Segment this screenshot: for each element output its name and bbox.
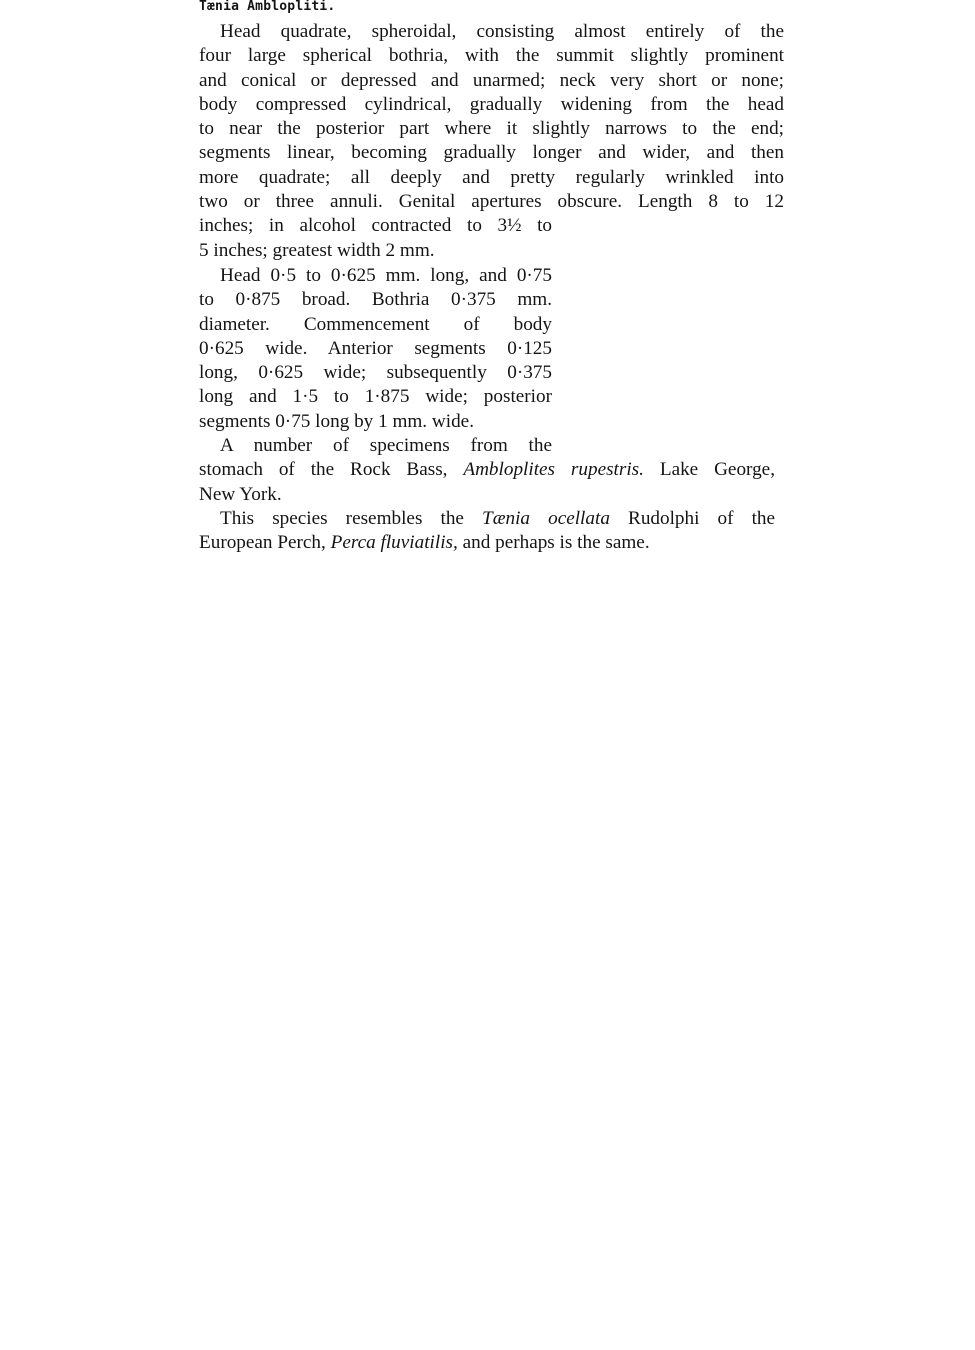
- text-line: Head quadrate, spheroidal, consisting almost entirely of the: [220, 21, 784, 42]
- text-span: stomach of the Rock Bass,: [199, 459, 448, 481]
- text-span: Lake George,: [659, 459, 775, 481]
- text-line: four large spherical bothria, with the summit slightly prominent: [199, 45, 784, 67]
- text-line: diameter. Commencement of body: [199, 313, 552, 335]
- text-line: [199, 507, 775, 531]
- text-line: segments 0·75 long by 1 mm. wide.: [199, 410, 474, 432]
- text-line: A number of specimens from the: [220, 435, 552, 456]
- text-line: two or three annuli. Genital apertures obscure. Length 8 to 12: [199, 191, 784, 213]
- text-line: more quadrate; all deeply and pretty regularly wrinkled into: [199, 166, 784, 188]
- text-line: to 0·875 broad. Bothria 0·375 mm.: [199, 289, 552, 311]
- text-line: long, 0·625 wide; subsequently 0·375: [199, 362, 552, 384]
- text-line: segments linear, becoming gradually longer and wider, and then: [199, 142, 784, 164]
- text-line: to near the posterior part where it slightly narrows to the end;: [199, 118, 784, 140]
- text-line: Head 0·5 to 0·625 mm. long, and 0·75: [220, 265, 552, 286]
- species-name-italic: Tænia ocellata: [482, 508, 610, 529]
- species-name-italic: Perca fluviatilis,: [330, 532, 458, 554]
- text-line: 5 inches; greatest width 2 mm.: [199, 239, 435, 261]
- description-paragraph: [199, 20, 784, 263]
- text-span: European Perch,: [199, 532, 326, 554]
- remarks-paragraph: [199, 507, 784, 556]
- text-line: and conical or depressed and unarmed; neck very short or none;: [199, 69, 784, 91]
- text-line: inches; in alcohol contracted to 3½ to: [199, 215, 552, 237]
- text-line: New York.: [199, 483, 282, 505]
- text-line: long and 1·5 to 1·875 wide; posterior: [199, 386, 552, 408]
- text-span: Rudolphi of the: [628, 508, 776, 529]
- text-span: This species resembles the: [220, 508, 464, 529]
- text-span: and perhaps is the same.: [462, 532, 650, 554]
- text-line: [199, 458, 775, 482]
- text-line: [199, 531, 784, 555]
- species-title: Tænia Amblopliti.: [199, 0, 336, 14]
- text-line: body compressed cylindrical, gradually widening from the head: [199, 93, 784, 115]
- text-line: 0·625 wide. Anterior segments 0·125: [199, 337, 552, 359]
- species-name-italic: Ambloplites rupestris.: [463, 459, 644, 481]
- habitat-paragraph: [199, 434, 784, 507]
- measurements-paragraph: [199, 264, 784, 434]
